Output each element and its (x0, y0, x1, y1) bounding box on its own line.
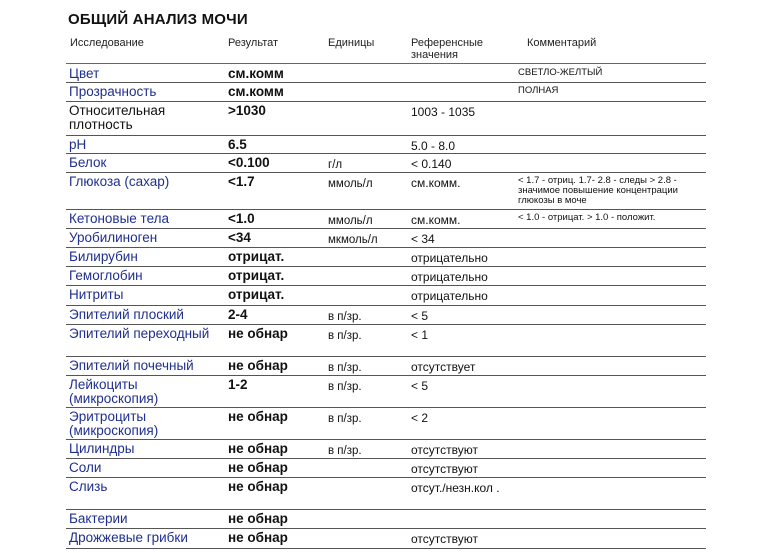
row-reference: < 34 (411, 232, 435, 246)
table-row (0, 478, 770, 510)
row-units: в п/зр. (328, 311, 362, 323)
header-result: Результат (228, 37, 279, 49)
table-row (0, 459, 770, 478)
row-units: в п/зр. (328, 362, 362, 374)
row-units: в п/зр. (328, 445, 362, 457)
row-reference: < 1 (411, 328, 429, 342)
row-test-name: Прозрачность (69, 84, 157, 99)
row-result: не обнар (228, 326, 288, 341)
row-reference: < 0.140 (411, 157, 452, 171)
row-result: <0.100 (228, 155, 270, 170)
row-test-name: Глюкоза (сахар) (69, 174, 170, 189)
row-test-name: Лейкоциты (микроскопия) (69, 377, 159, 406)
row-result: отрицат. (228, 268, 285, 283)
table-row (0, 136, 770, 154)
table-row (0, 440, 770, 459)
table-row (0, 325, 770, 357)
row-reference: см.комм. (411, 176, 461, 190)
report-title: ОБЩИЙ АНАЛИЗ МОЧИ (68, 11, 248, 28)
row-units: в п/зр. (328, 330, 362, 342)
row-result: 2-4 (228, 307, 248, 322)
table-row (0, 248, 770, 267)
header-units: Единицы (328, 37, 375, 49)
row-units: мкмоль/л (328, 234, 378, 246)
row-result: 1-2 (228, 377, 248, 392)
header-reference: Референсные значения (411, 37, 484, 61)
row-reference: < 5 (411, 379, 429, 393)
row-units: в п/зр. (328, 413, 362, 425)
table-row (0, 357, 770, 376)
row-test-name: Нитриты (69, 287, 124, 302)
row-units: ммоль/л (328, 178, 373, 190)
row-units: ммоль/л (328, 215, 373, 227)
row-result: не обнар (228, 530, 288, 545)
row-test-name: Эпителий плоский (69, 307, 184, 322)
row-result: не обнар (228, 460, 288, 475)
row-test-name: Гемоглобин (69, 268, 143, 283)
table-row (0, 102, 770, 136)
row-reference: отсутствуют (411, 462, 478, 476)
row-reference: отсутствует (411, 360, 476, 374)
row-units: в п/зр. (328, 381, 362, 393)
row-reference: < 2 (411, 411, 429, 425)
row-comment: ПОЛНАЯ (518, 85, 559, 96)
row-reference: отрицательно (411, 251, 488, 265)
table-row (0, 408, 770, 440)
row-units: г/л (328, 159, 343, 171)
table-row (0, 376, 770, 408)
row-result: отрицат. (228, 249, 285, 264)
row-test-name: Относительная плотность (69, 103, 166, 132)
table-row (0, 306, 770, 325)
row-separator (66, 548, 706, 549)
row-result: не обнар (228, 358, 288, 373)
table-row (0, 154, 770, 173)
row-result: <1.7 (228, 174, 255, 189)
row-test-name: Бактерии (69, 511, 128, 526)
row-test-name: Уробилиноген (69, 230, 158, 245)
row-comment: < 1.7 - отриц. 1.7- 2.8 - следы > 2.8 - значимое повышение концентрации глюкозы в моче (518, 175, 678, 206)
table-row (0, 229, 770, 248)
row-test-name: Соли (69, 460, 102, 475)
table-row (0, 173, 770, 210)
table-row (0, 210, 770, 229)
row-test-name: Цилиндры (69, 441, 135, 456)
table-row (0, 529, 770, 549)
table-row (0, 267, 770, 286)
table-row (0, 510, 770, 529)
row-test-name: Слизь (69, 479, 108, 494)
row-reference: 1003 - 1035 (411, 105, 476, 119)
row-reference: отсутствуют (411, 532, 478, 546)
row-reference: см.комм. (411, 213, 461, 227)
header-test: Исследование (70, 37, 144, 49)
table-row (0, 65, 770, 83)
row-test-name: Билирубин (69, 249, 138, 264)
row-reference: отрицательно (411, 289, 488, 303)
row-result: не обнар (228, 511, 288, 526)
row-result: не обнар (228, 441, 288, 456)
row-test-name: Эпителий переходный (69, 326, 210, 341)
table-row (0, 286, 770, 306)
row-test-name: Цвет (69, 66, 100, 81)
row-comment: < 1.0 - отрицат. > 1.0 - положит. (518, 212, 656, 223)
table-row (0, 83, 770, 102)
row-result: отрицат. (228, 287, 285, 302)
row-result: см.комм (228, 66, 284, 81)
row-reference: 5.0 - 8.0 (411, 139, 456, 153)
row-result: 6.5 (228, 137, 247, 152)
row-test-name: pH (69, 137, 87, 152)
row-reference: отсутствуют (411, 443, 478, 457)
row-result: см.комм (228, 84, 284, 99)
row-result: <1.0 (228, 211, 255, 226)
header-comment: Комментарий (527, 37, 597, 49)
row-test-name: Кетоновые тела (69, 211, 170, 226)
row-reference: отсут./незн.кол . (411, 481, 500, 495)
row-test-name: Эпителий почечный (69, 358, 194, 373)
row-comment: СВЕТЛО-ЖЕЛТЫЙ (518, 67, 603, 78)
row-result: не обнар (228, 479, 288, 494)
row-test-name: Белок (69, 155, 107, 170)
row-test-name: Дрожжевые грибки (69, 530, 188, 545)
row-reference: < 5 (411, 309, 429, 323)
row-reference: отрицательно (411, 270, 488, 284)
row-result: не обнар (228, 409, 288, 424)
row-result: >1030 (228, 103, 266, 118)
row-result: <34 (228, 230, 251, 245)
row-test-name: Эритроциты (микроскопия) (69, 409, 159, 438)
